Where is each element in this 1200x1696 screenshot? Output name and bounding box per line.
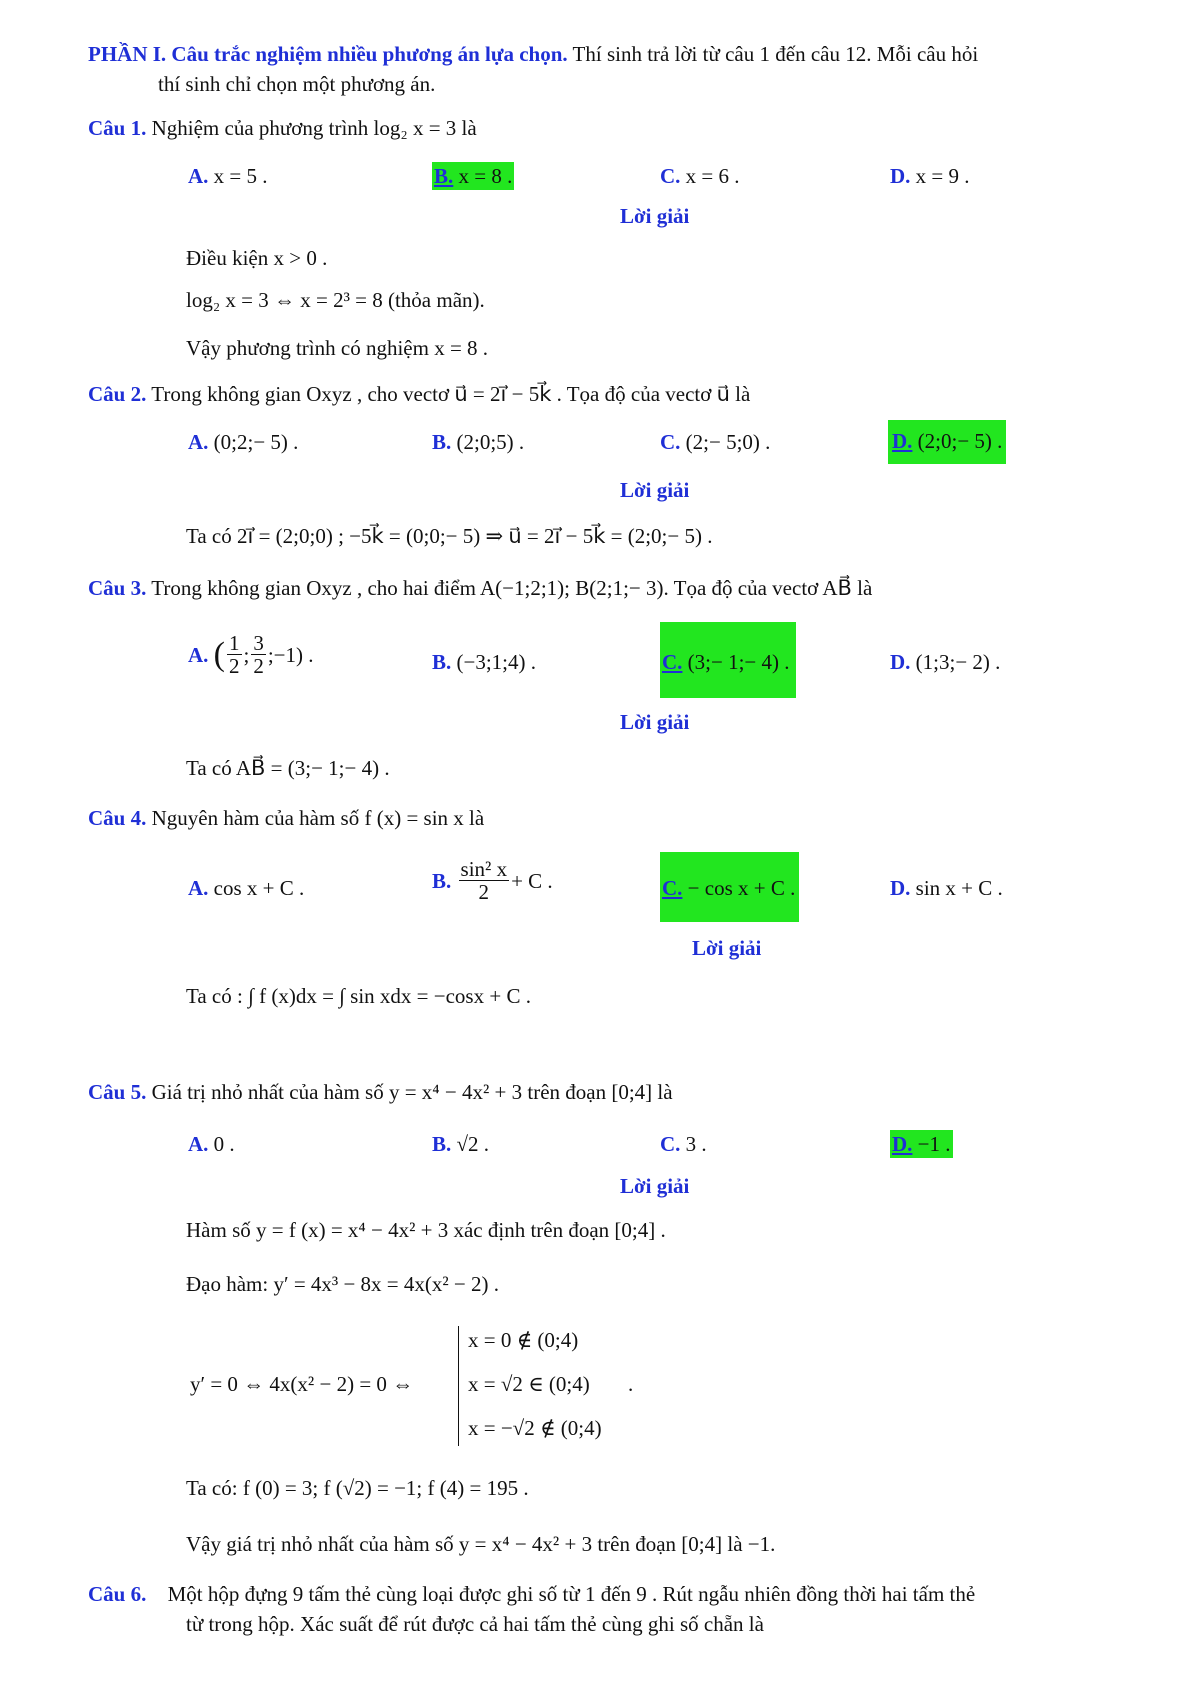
section-instructions-cont: thí sinh chỉ chọn một phương án. <box>158 72 436 96</box>
question-5 <box>88 1078 673 1106</box>
q3-option-d[interactable]: D. (1;3;− 2) . <box>890 650 1001 674</box>
q2-option-d[interactable]: D. (2;0;− 5) . <box>888 420 1006 464</box>
solution-heading: Lời giải <box>620 204 690 228</box>
q4-option-b[interactable]: B. $\frac{\text{sin² x}}{2}$ + C . <box>432 857 553 904</box>
question-label: Câu 4. <box>88 806 147 830</box>
question-6-text-cont: từ trong hộp. Xác suất để rút được cả hai tấm thẻ cùng ghi số chẵn là <box>186 1612 764 1636</box>
solution-heading: Lời giải <box>692 936 762 960</box>
q1-solution-line: Vậy phương trình có nghiệm x = 8 . <box>186 336 489 360</box>
question-text: Giá trị nhỏ nhất của hàm số y = x⁴ − 4x² + 3 trên đoạn [0;4] là <box>151 1080 673 1104</box>
question-text: Trong không gian Oxyz , cho hai điểm A(−1;2;1); B(2;1;− 3). Tọa độ của vectơ AB⃗ là <box>151 576 873 600</box>
q3-option-c[interactable]: C. (3;− 1;− 4) . <box>660 622 796 698</box>
section-heading-line <box>88 40 978 68</box>
question-label: Câu 2. <box>88 382 147 406</box>
q5-case-line: x = 0 ∉ (0;4) <box>468 1328 579 1352</box>
solution-heading: Lời giải <box>620 478 690 502</box>
question-label: Câu 6. <box>88 1582 147 1606</box>
question-4 <box>88 804 484 832</box>
case-brace <box>458 1326 467 1446</box>
question-label: Câu 5. <box>88 1080 147 1104</box>
section-instructions: Thí sinh trả lời từ câu 1 đến câu 12. Mỗi câu hỏi <box>572 42 979 66</box>
q1-option-c[interactable]: C. x = 6 . <box>660 164 740 188</box>
q3-solution-line: Ta có AB⃗ = (3;− 1;− 4) . <box>186 756 390 780</box>
q5-option-c[interactable]: C. 3 . <box>660 1132 707 1156</box>
q4-option-a[interactable]: A. cos x + C . <box>188 876 305 900</box>
q1-option-d[interactable]: D. x = 9 . <box>890 164 970 188</box>
q5-case-line: x = −√2 ∉ (0;4) <box>468 1416 602 1440</box>
q2-option-c[interactable]: C. (2;− 5;0) . <box>660 430 771 454</box>
q5-case-period: . <box>628 1372 634 1396</box>
q2-option-b[interactable]: B. (2;0;5) . <box>432 430 525 454</box>
question-label: Câu 1. <box>88 116 147 140</box>
q3-option-a[interactable]: A. ( $\frac{1}{2}$ ; $\frac{3}{2}$ ;−1) . <box>188 631 314 678</box>
q5-case-line: x = √2 ∈ (0;4) <box>468 1372 590 1396</box>
q5-solution-line: Hàm số y = f (x) = x⁴ − 4x² + 3 xác định trên đoạn [0;4] . <box>186 1218 666 1242</box>
q1-option-a[interactable]: A. x = 5 . <box>188 164 268 188</box>
q5-solution-line: y′ = 0 ⇔ 4x(x² − 2) = 0 ⇔ <box>190 1372 414 1396</box>
question-1 <box>88 114 477 142</box>
solution-heading: Lời giải <box>620 1174 690 1198</box>
q1-solution-line: Điều kiện x > 0 . <box>186 246 328 270</box>
q5-option-a[interactable]: A. 0 . <box>188 1132 235 1156</box>
q4-solution-line: Ta có : ∫ f (x)dx = ∫ sin xdx = −cosx + C . <box>186 984 531 1008</box>
solution-heading: Lời giải <box>620 710 690 734</box>
q2-option-a[interactable]: A. (0;2;− 5) . <box>188 430 299 454</box>
question-text: Trong không gian Oxyz , cho vectơ u⃗ = 2i⃗ − 5k⃗ . Tọa độ của vectơ u⃗ là <box>151 382 751 406</box>
q5-option-b[interactable]: B. √2 . <box>432 1132 490 1156</box>
q1-solution-line: log₂ x = 3 ⇔ x = 2³ = 8 (thỏa mãn). <box>186 288 485 312</box>
question-text: Một hộp đựng 9 tấm thẻ cùng loại được ghi số từ 1 đến 9 . Rút ngẫu nhiên đồng thời hai tấm thẻ <box>167 1582 976 1606</box>
question-text: Nghiệm của phương trình log₂ x = 3 là <box>151 116 477 140</box>
question-text: Nguyên hàm của hàm số f (x) = sin x là <box>151 806 485 830</box>
question-3 <box>88 574 872 602</box>
question-2 <box>88 380 750 408</box>
q5-option-d[interactable]: D. −1 . <box>892 1132 951 1156</box>
q5-solution-line: Vậy giá trị nhỏ nhất của hàm số y = x⁴ − 4x² + 3 trên đoạn [0;4] là −1. <box>186 1532 776 1556</box>
section-heading: PHẦN I. Câu trắc nghiệm nhiều phương án lựa chọn. <box>88 42 568 66</box>
q4-option-c[interactable]: C. − cos x + C . <box>660 852 799 922</box>
q5-solution-line: Đạo hàm: y′ = 4x³ − 8x = 4x(x² − 2) . <box>186 1272 500 1296</box>
question-6 <box>88 1580 975 1608</box>
q2-solution-line: Ta có 2i⃗ = (2;0;0) ; −5k⃗ = (0;0;− 5) ⇒ u⃗ = 2i⃗ − 5k⃗ = (2;0;− 5) . <box>186 524 713 548</box>
q4-option-d[interactable]: D. sin x + C . <box>890 876 1003 900</box>
q1-option-b[interactable]: B. x = 8 . <box>434 164 513 188</box>
q5-solution-line: Ta có: f (0) = 3; f (√2) = −1; f (4) = 195 . <box>186 1476 529 1500</box>
question-label: Câu 3. <box>88 576 147 600</box>
q3-option-b[interactable]: B. (−3;1;4) . <box>432 650 537 674</box>
